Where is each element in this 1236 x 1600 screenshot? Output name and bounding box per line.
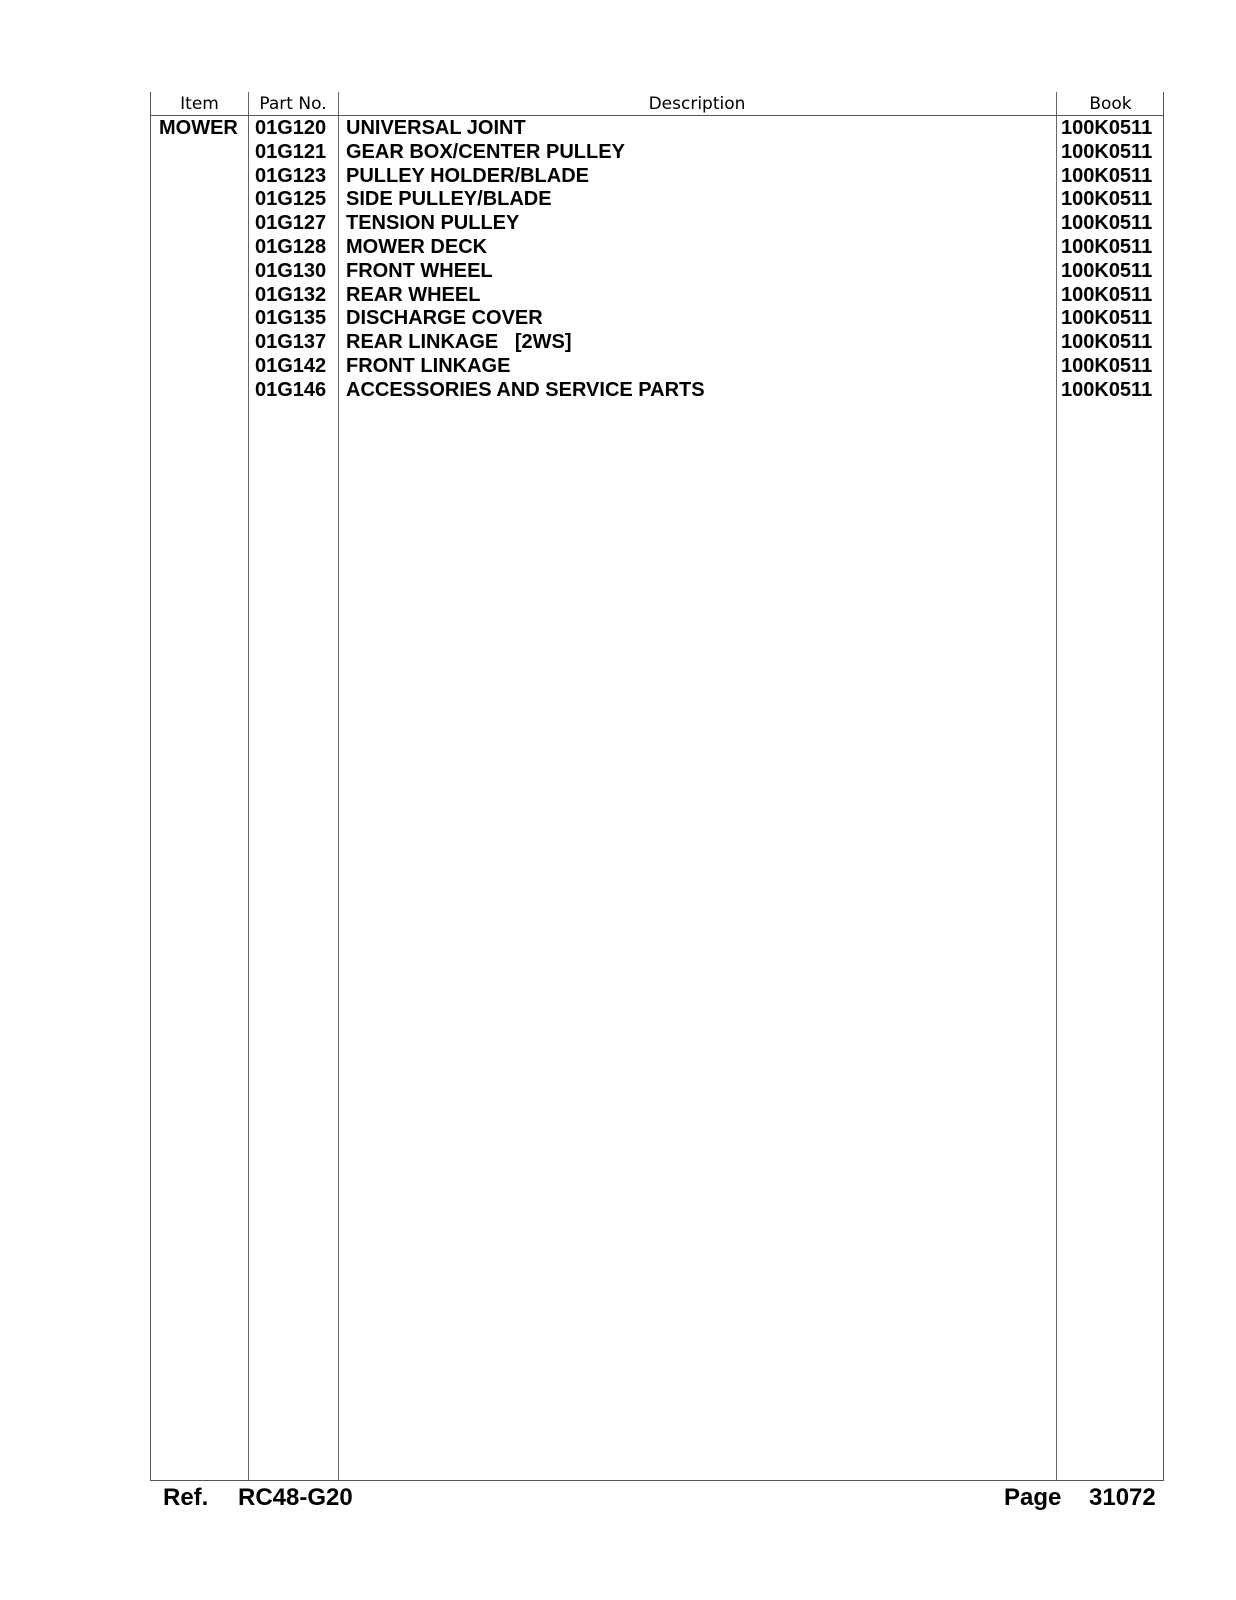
cell-description: REAR LINKAGE [2WS] xyxy=(346,331,572,354)
table-row xyxy=(151,188,1163,212)
cell-description: PULLEY HOLDER/BLADE xyxy=(346,164,589,187)
cell-part-no: 01G127 xyxy=(255,212,327,235)
ref-label: Ref. xyxy=(163,1484,209,1511)
cell-part-no: 01G123 xyxy=(255,164,327,187)
cell-book: 100K0511 xyxy=(1061,354,1153,377)
cell-description: FRONT LINKAGE xyxy=(346,354,511,377)
table-row xyxy=(151,331,1163,355)
table-body xyxy=(151,117,1163,403)
table-row xyxy=(151,355,1163,379)
table-row xyxy=(151,307,1163,331)
cell-description: ACCESSORIES AND SERVICE PARTS xyxy=(346,378,705,401)
table-row xyxy=(151,260,1163,284)
cell-description: FRONT WHEEL xyxy=(346,259,493,282)
cell-description: SIDE PULLEY/BLADE xyxy=(346,188,552,211)
header-description: Description xyxy=(648,94,746,114)
table-row xyxy=(151,212,1163,236)
cell-book: 100K0511 xyxy=(1061,140,1153,163)
table-row xyxy=(151,236,1163,260)
cell-part-no: 01G137 xyxy=(255,331,327,354)
cell-part-no: 01G120 xyxy=(255,117,327,139)
header-part-no: Part No. xyxy=(259,94,327,114)
cell-description: GEAR BOX/CENTER PULLEY xyxy=(346,140,625,163)
ref-value: RC48-G20 xyxy=(238,1484,353,1511)
cell-book: 100K0511 xyxy=(1061,331,1153,354)
cell-description: TENSION PULLEY xyxy=(346,212,520,235)
cell-part-no: 01G132 xyxy=(255,283,327,306)
cell-description: DISCHARGE COVER xyxy=(346,307,543,330)
cell-part-no: 01G128 xyxy=(255,235,327,258)
cell-book: 100K0511 xyxy=(1061,283,1153,306)
cell-part-no: 01G146 xyxy=(255,378,327,401)
cell-book: 100K0511 xyxy=(1061,117,1153,139)
page-label: Page xyxy=(1004,1484,1062,1511)
cell-item: MOWER xyxy=(159,117,238,139)
page-number: 31072 xyxy=(1089,1484,1156,1511)
cell-part-no: 01G135 xyxy=(255,307,327,330)
header-item: Item xyxy=(180,94,219,114)
parts-table xyxy=(150,92,1164,1481)
table-row xyxy=(151,379,1163,403)
table-row xyxy=(151,165,1163,189)
cell-description: MOWER DECK xyxy=(346,235,488,258)
table-row xyxy=(151,117,1163,141)
cell-book: 100K0511 xyxy=(1061,307,1153,330)
table-row xyxy=(151,284,1163,308)
table-row xyxy=(151,141,1163,165)
cell-book: 100K0511 xyxy=(1061,164,1153,187)
cell-part-no: 01G125 xyxy=(255,188,327,211)
cell-book: 100K0511 xyxy=(1061,235,1153,258)
cell-description: UNIVERSAL JOINT xyxy=(346,117,526,139)
cell-book: 100K0511 xyxy=(1061,212,1153,235)
cell-book: 100K0511 xyxy=(1061,259,1153,282)
cell-part-no: 01G142 xyxy=(255,354,327,377)
cell-part-no: 01G130 xyxy=(255,259,327,282)
header-book: Book xyxy=(1089,94,1132,114)
cell-part-no: 01G121 xyxy=(255,140,327,163)
cell-description: REAR WHEEL xyxy=(346,283,481,306)
cell-book: 100K0511 xyxy=(1061,188,1153,211)
cell-book: 100K0511 xyxy=(1061,378,1153,401)
header-divider xyxy=(151,115,1163,116)
